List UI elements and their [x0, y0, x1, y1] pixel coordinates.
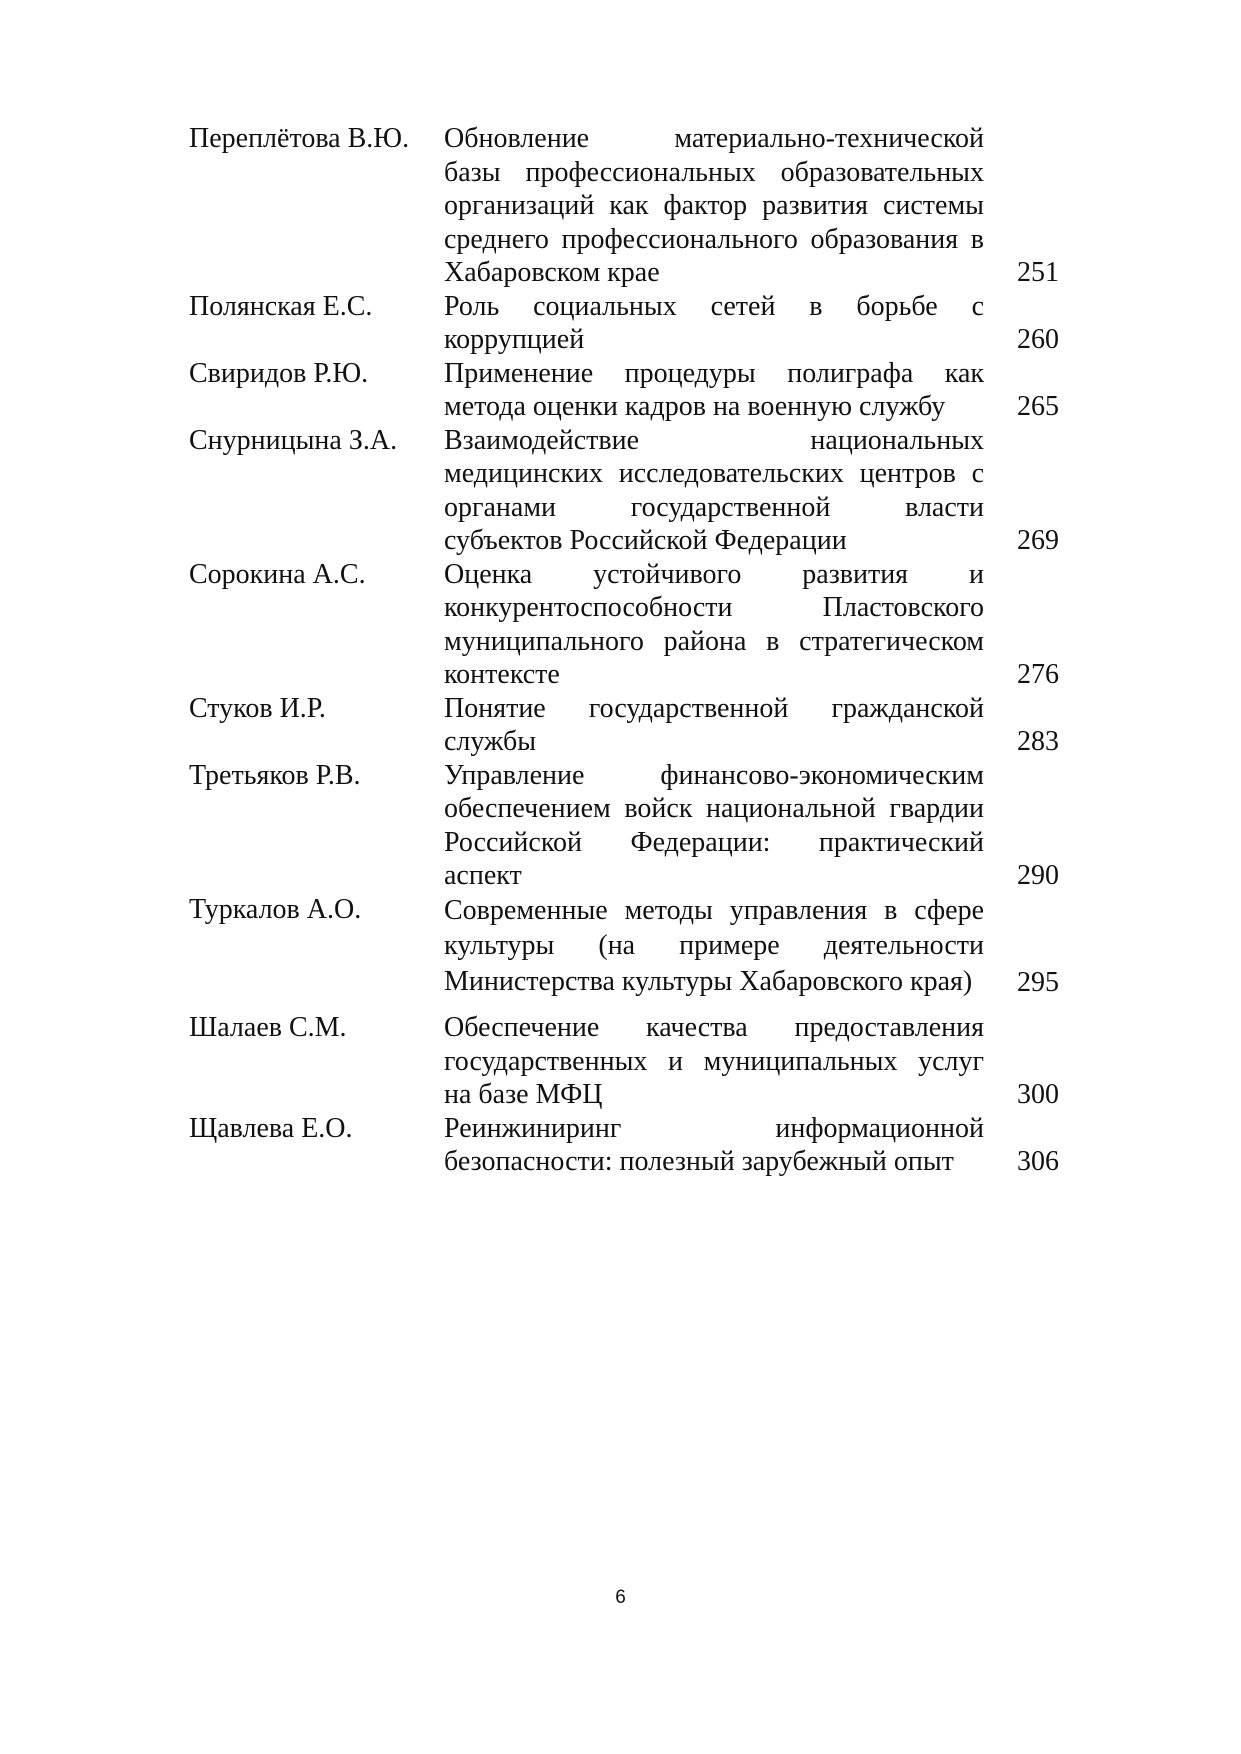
toc-title-line: Управление финансово-экономическим: [444, 759, 984, 791]
toc-entry: [189, 1112, 1059, 1179]
toc-entry: [189, 1011, 1059, 1112]
toc-page-number: 269: [1017, 525, 1059, 556]
toc-entry: [189, 357, 1059, 424]
toc-title-line: культуры (на примере деятельности: [444, 930, 984, 961]
toc-author: Переплётова В.Ю.: [189, 123, 410, 154]
toc-page-number: 290: [1017, 860, 1059, 891]
toc-title-line: Понятие государственной гражданской: [444, 692, 984, 724]
toc-title-line: службы: [444, 726, 537, 757]
toc-title: [444, 357, 984, 424]
toc-title-line: обеспечением войск национальной гвардии: [444, 793, 984, 824]
toc-title-line: базы профессиональных образовательных: [444, 156, 984, 188]
toc-title: [444, 1011, 984, 1112]
toc-title-line: Хабаровском крае: [444, 257, 660, 288]
toc-title-line: Обеспечение качества предоставления: [444, 1012, 984, 1043]
toc-page-number: 295: [1017, 966, 1059, 998]
toc-title-line: организаций как фактор развития системы: [444, 190, 984, 221]
toc-author: Третьяков Р.В.: [189, 759, 361, 791]
toc-title-line: Применение процедуры полиграфа как: [444, 357, 984, 389]
page-number: 6: [615, 1587, 626, 1608]
toc-entry: [189, 558, 1059, 692]
toc-title-line: метода оценки кадров на военную службу: [444, 391, 946, 422]
toc-page-number: 276: [1017, 659, 1059, 690]
toc-title-line: Российской Федерации: практический: [444, 826, 984, 858]
toc-page-number: 260: [1017, 324, 1059, 355]
toc-title-line: Реинжиниринг информационной: [444, 1112, 984, 1144]
toc-author: Сорокина А.С.: [189, 558, 366, 590]
toc-title-line: контексте: [444, 659, 560, 690]
toc-author: Шалаев С.М.: [189, 1012, 347, 1043]
toc-title: [444, 558, 984, 692]
toc-entry: [189, 290, 1059, 357]
toc-title-line: Оценка устойчивого развития и: [444, 558, 984, 590]
toc-title-line: муниципального района в стратегическом: [444, 625, 984, 657]
toc-entry: [189, 122, 1059, 290]
toc-author: Свиридов Р.Ю.: [189, 357, 369, 389]
toc-author: Снурницына З.А.: [189, 424, 398, 456]
toc-title-line: аспект: [444, 860, 522, 891]
toc-title-line: Министерства культуры Хабаровского края): [444, 965, 973, 997]
toc-title-line: органами государственной власти: [444, 491, 984, 523]
toc-title: [444, 1112, 984, 1179]
toc-title: [444, 122, 984, 290]
toc-title-line: государственных и муниципальных услуг: [444, 1045, 984, 1077]
toc-title: [444, 759, 984, 893]
toc-page-number: 265: [1017, 391, 1059, 422]
toc-title-line: Взаимодействие национальных: [444, 424, 984, 456]
toc-page-number: 306: [1017, 1146, 1059, 1177]
toc-title: [444, 290, 984, 357]
toc-title-line: среднего профессионального образования в: [444, 223, 984, 255]
toc-entry: [189, 692, 1059, 759]
toc-author: Туркалов А.О.: [189, 893, 362, 925]
toc-title-line: на базе МФЦ: [444, 1079, 603, 1110]
toc-author: Полянская Е.С.: [189, 290, 373, 322]
toc-page-number: 251: [1017, 257, 1059, 288]
toc-title: [444, 692, 984, 759]
toc-page-number: 300: [1017, 1079, 1059, 1110]
toc-entry: [189, 893, 1059, 1000]
toc-title-line: Современные методы управления в сфере: [444, 894, 984, 926]
toc-title-line: Роль социальных сетей в борьбе с: [444, 290, 984, 322]
toc-title: [444, 893, 984, 1000]
toc-page-number: 283: [1017, 726, 1059, 757]
toc-author: Стуков И.Р.: [189, 692, 326, 724]
toc-entry: [189, 759, 1059, 893]
toc-title-line: Обновление материально-технической: [444, 123, 984, 154]
toc-title-line: коррупцией: [444, 324, 585, 355]
toc-author: Щавлева Е.О.: [189, 1112, 353, 1144]
toc-title-line: безопасности: полезный зарубежный опыт: [444, 1146, 954, 1177]
toc-title: [444, 424, 984, 558]
toc-title-line: субъектов Российской Федерации: [444, 525, 847, 556]
toc-title-line: конкурентоспособности Пластовского: [444, 592, 984, 623]
table-of-contents: [189, 122, 1059, 1179]
toc-entry: [189, 424, 1059, 558]
toc-title-line: медицинских исследовательских центров с: [444, 458, 984, 489]
